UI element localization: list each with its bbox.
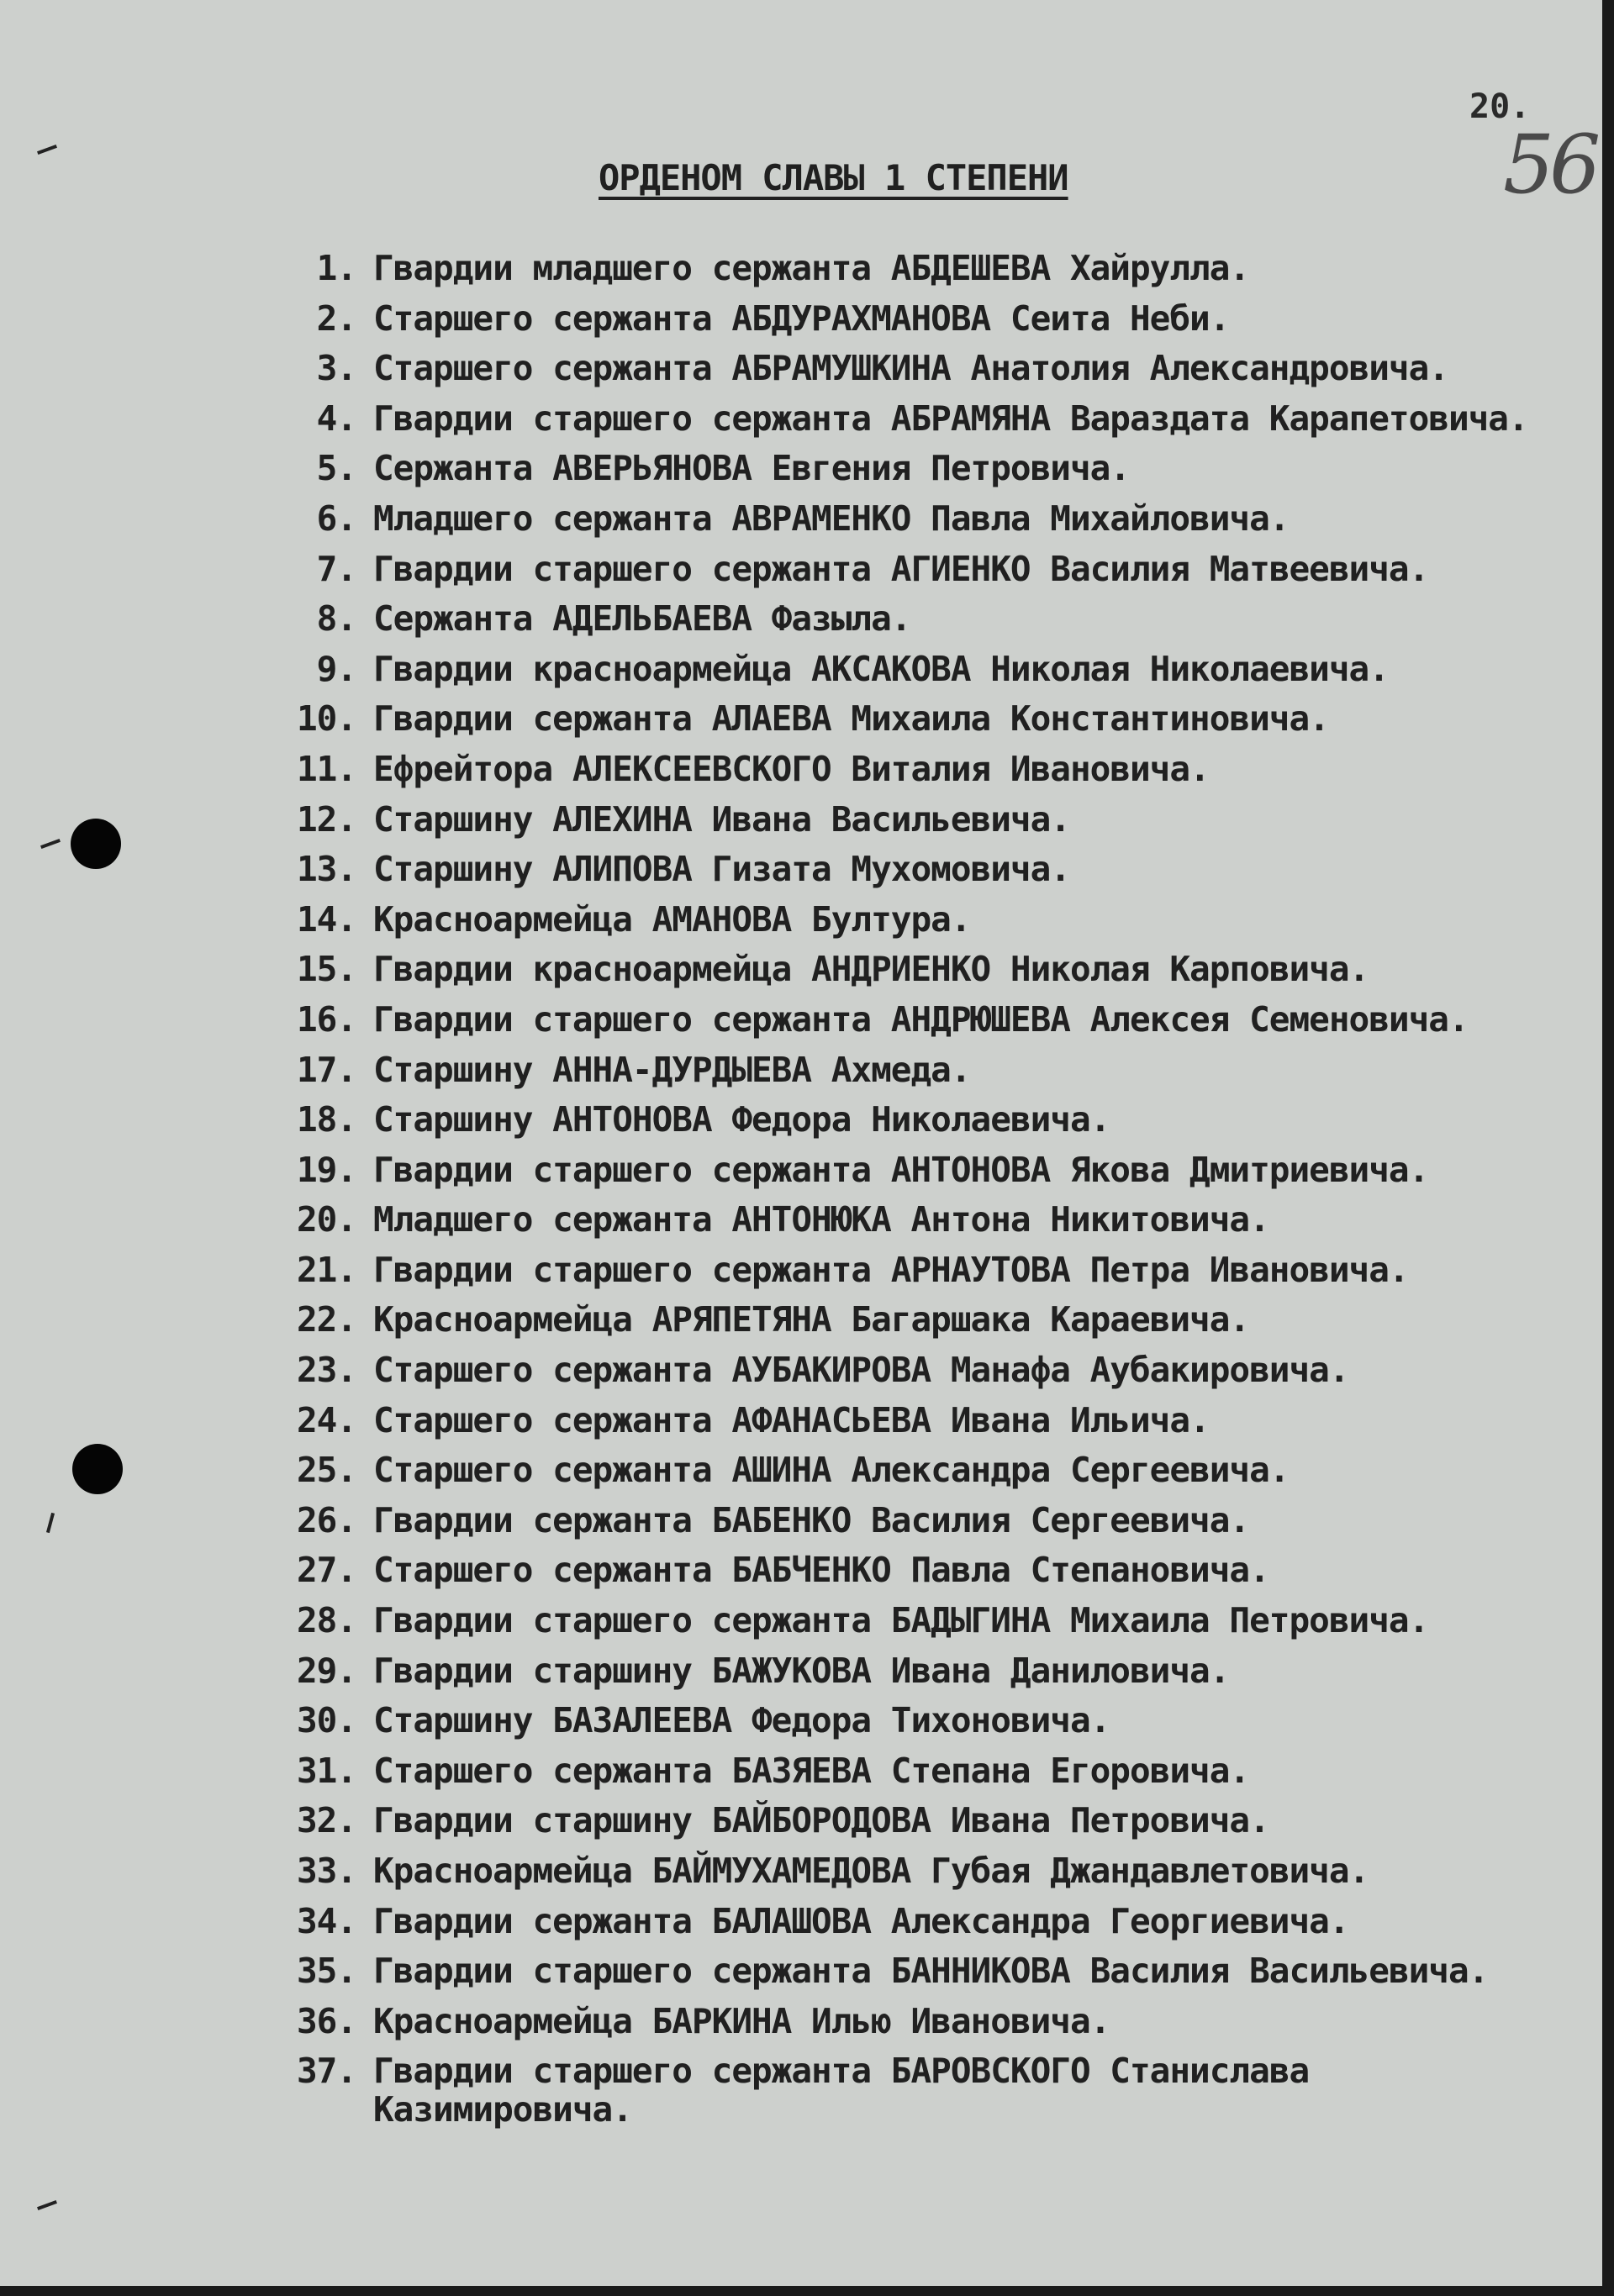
item-number: 37.: [296, 2051, 356, 2092]
list-item: [286, 1846, 1580, 1897]
item-number: 15.: [296, 949, 356, 990]
item-number: 20.: [296, 1199, 356, 1240]
list-item: [286, 1095, 1580, 1145]
list-item: [286, 1596, 1580, 1646]
item-text: Младшего сержанта АНТОНЮКА Антона Никитовича.: [373, 1199, 1269, 1240]
list-item: [286, 694, 1580, 745]
list-item: [286, 444, 1580, 494]
item-text: Старшего сержанта АФАНАСЬЕВА Ивана Ильича.: [373, 1399, 1210, 1440]
page-number: 20.: [1469, 87, 1531, 126]
item-text: Гвардии младшего сержанта АБДЕШЕВА Хайрулла.: [373, 248, 1250, 288]
list-item: [286, 394, 1580, 445]
margin-mark: [37, 2200, 57, 2210]
item-text: Красноармейца АМАНОВА Бултура.: [373, 898, 971, 940]
list-item: [286, 1997, 1580, 2047]
list-item: [286, 945, 1580, 995]
scan-edge-bottom: [0, 2286, 1614, 2296]
list-item: [286, 1295, 1580, 1345]
item-text: Ефрейтора АЛЕКСЕЕВСКОГО Виталия Ивановича.: [373, 748, 1210, 789]
item-text: Гвардии сержанта АЛАЕВА Михаила Константиновича.: [373, 698, 1329, 740]
item-text: Гвардии старшего сержанта БАРОВСКОГО Станислава Казимировича.: [373, 2051, 1310, 2130]
item-number: 2.: [316, 298, 356, 339]
item-number: 19.: [296, 1149, 356, 1190]
item-text: Гвардии красноармейца АНДРИЕНКО Николая Карповича.: [373, 949, 1369, 990]
list-item: [286, 344, 1580, 394]
item-text: Гвардии сержанта БАБЕНКО Василия Сергеевича.: [373, 1499, 1250, 1540]
list-item: [286, 294, 1580, 345]
list-item: [286, 995, 1580, 1045]
item-text: Гвардии старшего сержанта АНДРЮШЕВА Алексея Семеновича.: [373, 998, 1469, 1040]
list-item: [286, 845, 1580, 895]
item-text: Гвардии старшего сержанта АБРАМЯНА Вараздата Карапетовича.: [373, 398, 1528, 439]
item-number: 36.: [296, 2000, 356, 2041]
list-item: [286, 244, 1580, 294]
item-text: Старшину БАЗАЛЕЕВА Федора Тихоновича.: [373, 1700, 1110, 1741]
list-item: [286, 1696, 1580, 1746]
item-text: Младшего сержанта АВРАМЕНКО Павла Михайловича.: [373, 498, 1290, 539]
list-item: [286, 1145, 1580, 1196]
item-number: 1.: [316, 248, 356, 288]
item-number: 30.: [296, 1700, 356, 1741]
punch-hole-top: [71, 819, 121, 869]
item-text: Гвардии старшего сержанта АРНАУТОВА Петра Ивановича.: [373, 1249, 1409, 1290]
handwritten-folio-number: 56: [1503, 118, 1596, 212]
item-number: 21.: [296, 1249, 356, 1290]
list-item: [286, 545, 1580, 595]
item-number: 25.: [296, 1450, 356, 1491]
document-title: ОРДЕНОМ СЛАВЫ 1 СТЕПЕНИ: [599, 157, 1068, 198]
list-item: [286, 1396, 1580, 1446]
list-item: [286, 1646, 1580, 1697]
punch-hole-bottom: [72, 1444, 123, 1494]
item-text: Гвардии сержанта БАЛАШОВА Александра Георгиевича.: [373, 1900, 1349, 1941]
item-number: 18.: [296, 1099, 356, 1140]
award-list: [286, 244, 1580, 2129]
list-item: [286, 645, 1580, 695]
item-text: Старшину АЛЕХИНА Ивана Васильевича.: [373, 798, 1070, 840]
item-text: Гвардии красноармейца АКСАКОВА Николая Николаевича.: [373, 648, 1389, 689]
item-text: Гвардии старшего сержанта БАННИКОВА Василия Васильевича.: [373, 1951, 1489, 1992]
item-text: Сержанта АВЕРЬЯНОВА Евгения Петровича.: [373, 448, 1130, 489]
item-number: 14.: [296, 898, 356, 940]
item-text: Старшего сержанта БАЗЯЕВА Степана Егоровича.: [373, 1750, 1250, 1791]
item-text: Красноармейца БАРКИНА Илью Ивановича.: [373, 2000, 1110, 2041]
list-item: [286, 1195, 1580, 1245]
list-item: [286, 1897, 1580, 1947]
item-number: 29.: [296, 1650, 356, 1691]
margin-mark: [40, 839, 61, 849]
list-item: [286, 1045, 1580, 1096]
list-item: [286, 1746, 1580, 1797]
item-text: Сержанта АДЕЛЬБАЕВА Фазыла.: [373, 598, 911, 640]
item-number: 24.: [296, 1399, 356, 1440]
list-item: [286, 494, 1580, 545]
item-text: Гвардии старшего сержанта АНТОНОВА Якова Дмитриевича.: [373, 1149, 1429, 1190]
item-number: 22.: [296, 1299, 356, 1340]
item-number: 28.: [296, 1600, 356, 1641]
list-item: [286, 1446, 1580, 1496]
item-number: 33.: [296, 1851, 356, 1891]
list-item: [286, 2046, 1580, 2129]
list-item: [286, 795, 1580, 845]
item-text: Старшего сержанта АБДУРАХМАНОВА Сеита Неби.: [373, 298, 1230, 339]
item-number: 11.: [296, 748, 356, 789]
item-text: Гвардии старшего сержанта АГИЕНКО Василия Матвеевича.: [373, 548, 1429, 589]
item-text: Гвардии старшину БАЙБОРОДОВА Ивана Петровича.: [373, 1800, 1269, 1841]
list-item: [286, 1946, 1580, 1997]
margin-mark: [46, 1513, 55, 1533]
list-item: [286, 1796, 1580, 1846]
scan-edge-right: [1602, 0, 1614, 2296]
item-number: 23.: [296, 1350, 356, 1391]
list-item: [286, 594, 1580, 645]
item-text: Старшину АННА-ДУРДЫЕВА Ахмеда.: [373, 1049, 971, 1090]
item-number: 3.: [316, 348, 356, 389]
item-number: 35.: [296, 1951, 356, 1992]
item-number: 12.: [296, 798, 356, 840]
item-number: 32.: [296, 1800, 356, 1841]
item-text: Старшего сержанта АШИНА Александра Сергеевича.: [373, 1450, 1290, 1491]
list-item: [286, 1245, 1580, 1296]
item-number: 34.: [296, 1900, 356, 1941]
item-number: 4.: [316, 398, 356, 439]
item-text: Старшего сержанта БАБЧЕНКО Павла Степановича.: [373, 1550, 1269, 1591]
item-number: 31.: [296, 1750, 356, 1791]
item-text: Гвардии старшину БАЖУКОВА Ивана Даниловича.: [373, 1650, 1230, 1691]
item-number: 8.: [316, 598, 356, 640]
list-item: [286, 745, 1580, 795]
item-text: Старшину АНТОНОВА Федора Николаевича.: [373, 1099, 1110, 1140]
item-text: Гвардии старшего сержанта БАДЫГИНА Михаила Петровича.: [373, 1600, 1429, 1641]
item-number: 9.: [316, 648, 356, 689]
list-item: [286, 1546, 1580, 1596]
margin-mark: [37, 145, 57, 155]
list-item: [286, 895, 1580, 945]
item-number: 6.: [316, 498, 356, 539]
item-number: 13.: [296, 849, 356, 890]
item-number: 16.: [296, 998, 356, 1040]
item-text: Старшего сержанта АУБАКИРОВА Манафа Аубакировича.: [373, 1350, 1349, 1391]
item-number: 5.: [316, 448, 356, 489]
item-number: 27.: [296, 1550, 356, 1591]
list-item: [286, 1345, 1580, 1396]
item-text: Старшину АЛИПОВА Гизата Мухомовича.: [373, 849, 1070, 890]
list-item: [286, 1496, 1580, 1546]
item-number: 26.: [296, 1499, 356, 1540]
item-number: 7.: [316, 548, 356, 589]
item-number: 17.: [296, 1049, 356, 1090]
item-text: Красноармейца АРЯПЕТЯНА Багаршака Караевича.: [373, 1299, 1250, 1340]
item-text: Старшего сержанта АБРАМУШКИНА Анатолия Александровича.: [373, 348, 1448, 389]
item-text: Красноармейца БАЙМУХАМЕДОВА Губая Джандавлетовича.: [373, 1851, 1369, 1891]
item-number: 10.: [296, 698, 356, 740]
